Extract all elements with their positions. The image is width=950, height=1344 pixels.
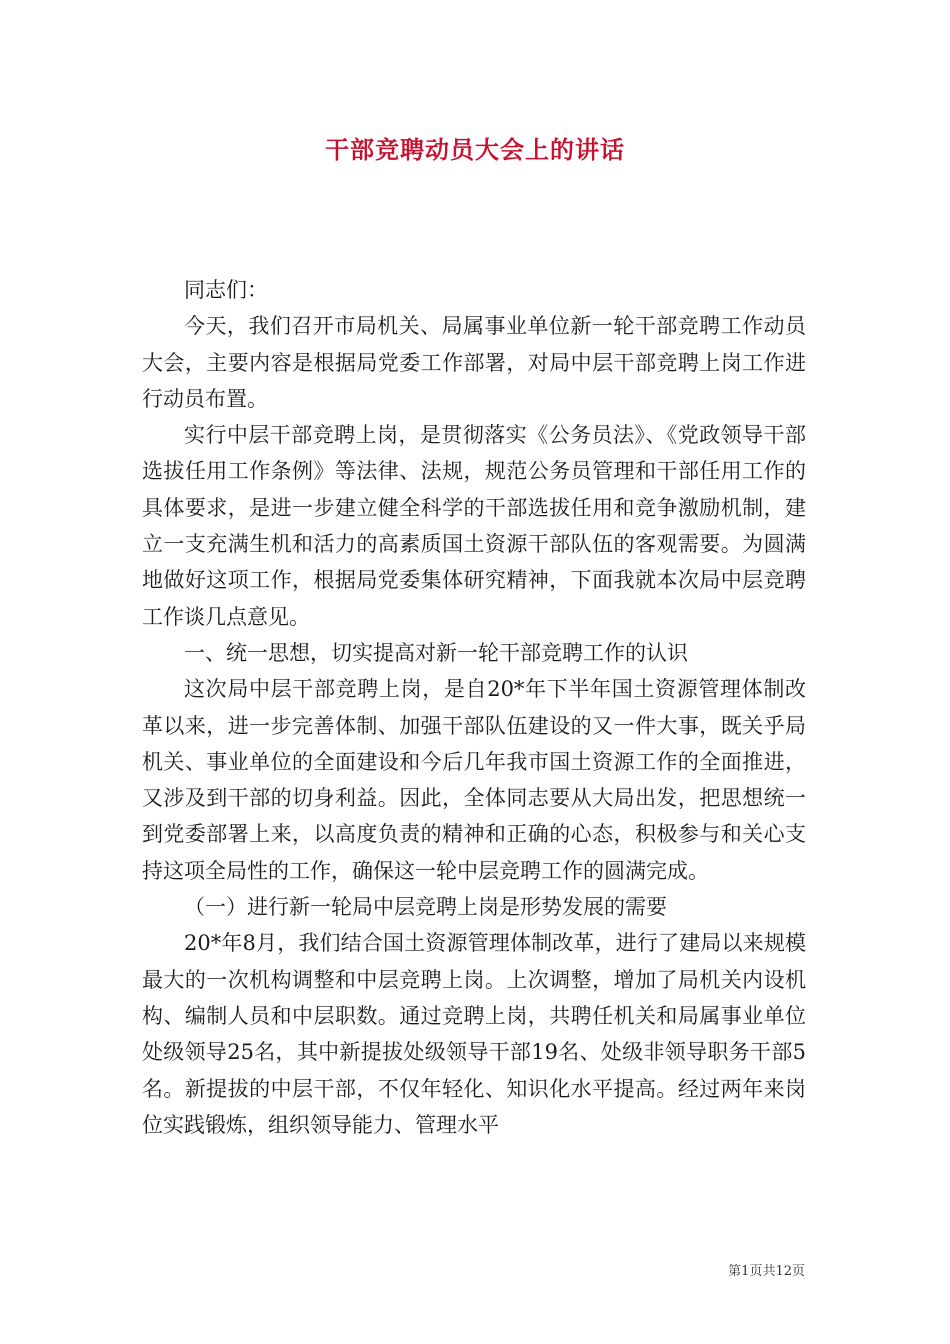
page-number-footer: 第1页共12页 xyxy=(728,1264,805,1279)
document-body xyxy=(142,272,806,1143)
section-heading: 一、统一思想，切实提高对新一轮干部竞聘工作的认识 xyxy=(184,640,688,665)
body-paragraph: 实行中层干部竞聘上岗，是贯彻落实《公务员法》、《党政领导干部选拔任用工作条例》等法律、法规，规范公务员管理和干部任用工作的具体要求，是进一步建立健全科学的干部选拔任用和竞争激励机制，建立一支充满生机和活力的高素质国土资源干部队伍的客观需要。为圆满地做好这项工作，根据局党委集体研究精神，下面我就本次局中层竞聘工作谈几点意见。 xyxy=(142,423,806,629)
body-paragraph: 20*年8月，我们结合国土资源管理体制改革，进行了建局以来规模最大的一次机构调整和中层竞聘上岗。上次调整，增加了局机关内设机构、编制人员和中层职数。通过竞聘上岗，共聘任机关和局属事业单位处级领导25名，其中新提拔处级领导干部19名、处级非领导职务干部5名。新提拔的中层干部，不仅年轻化、知识化水平提高。经过两年来岗位实践锻炼，组织领导能力、管理水平 xyxy=(142,931,806,1137)
body-paragraph: 今天，我们召开市局机关、局属事业单位新一轮干部竞聘工作动员大会，主要内容是根据局党委工作部署，对局中层干部竞聘上岗工作进行动员布置。 xyxy=(142,314,806,411)
subsection-heading: （一）进行新一轮局中层竞聘上岗是形势发展的需要 xyxy=(184,895,667,920)
body-paragraph: 这次局中层干部竞聘上岗，是自20*年下半年国土资源管理体制改革以来，进一步完善体制、加强干部队伍建设的又一件大事，既关乎局机关、事业单位的全面建设和今后几年我市国土资源工作的全面推进，又涉及到干部的切身利益。因此，全体同志要从大局出发，把思想统一到党委部署上来，以高度负责的精神和正确的心态，积极参与和关心支持这项全局性的工作，确保这一轮中层竞聘工作的圆满完成。 xyxy=(142,677,806,883)
document-title: 干部竞聘动员大会上的讲话 xyxy=(325,135,625,164)
salutation-paragraph: 同志们： xyxy=(184,278,268,302)
